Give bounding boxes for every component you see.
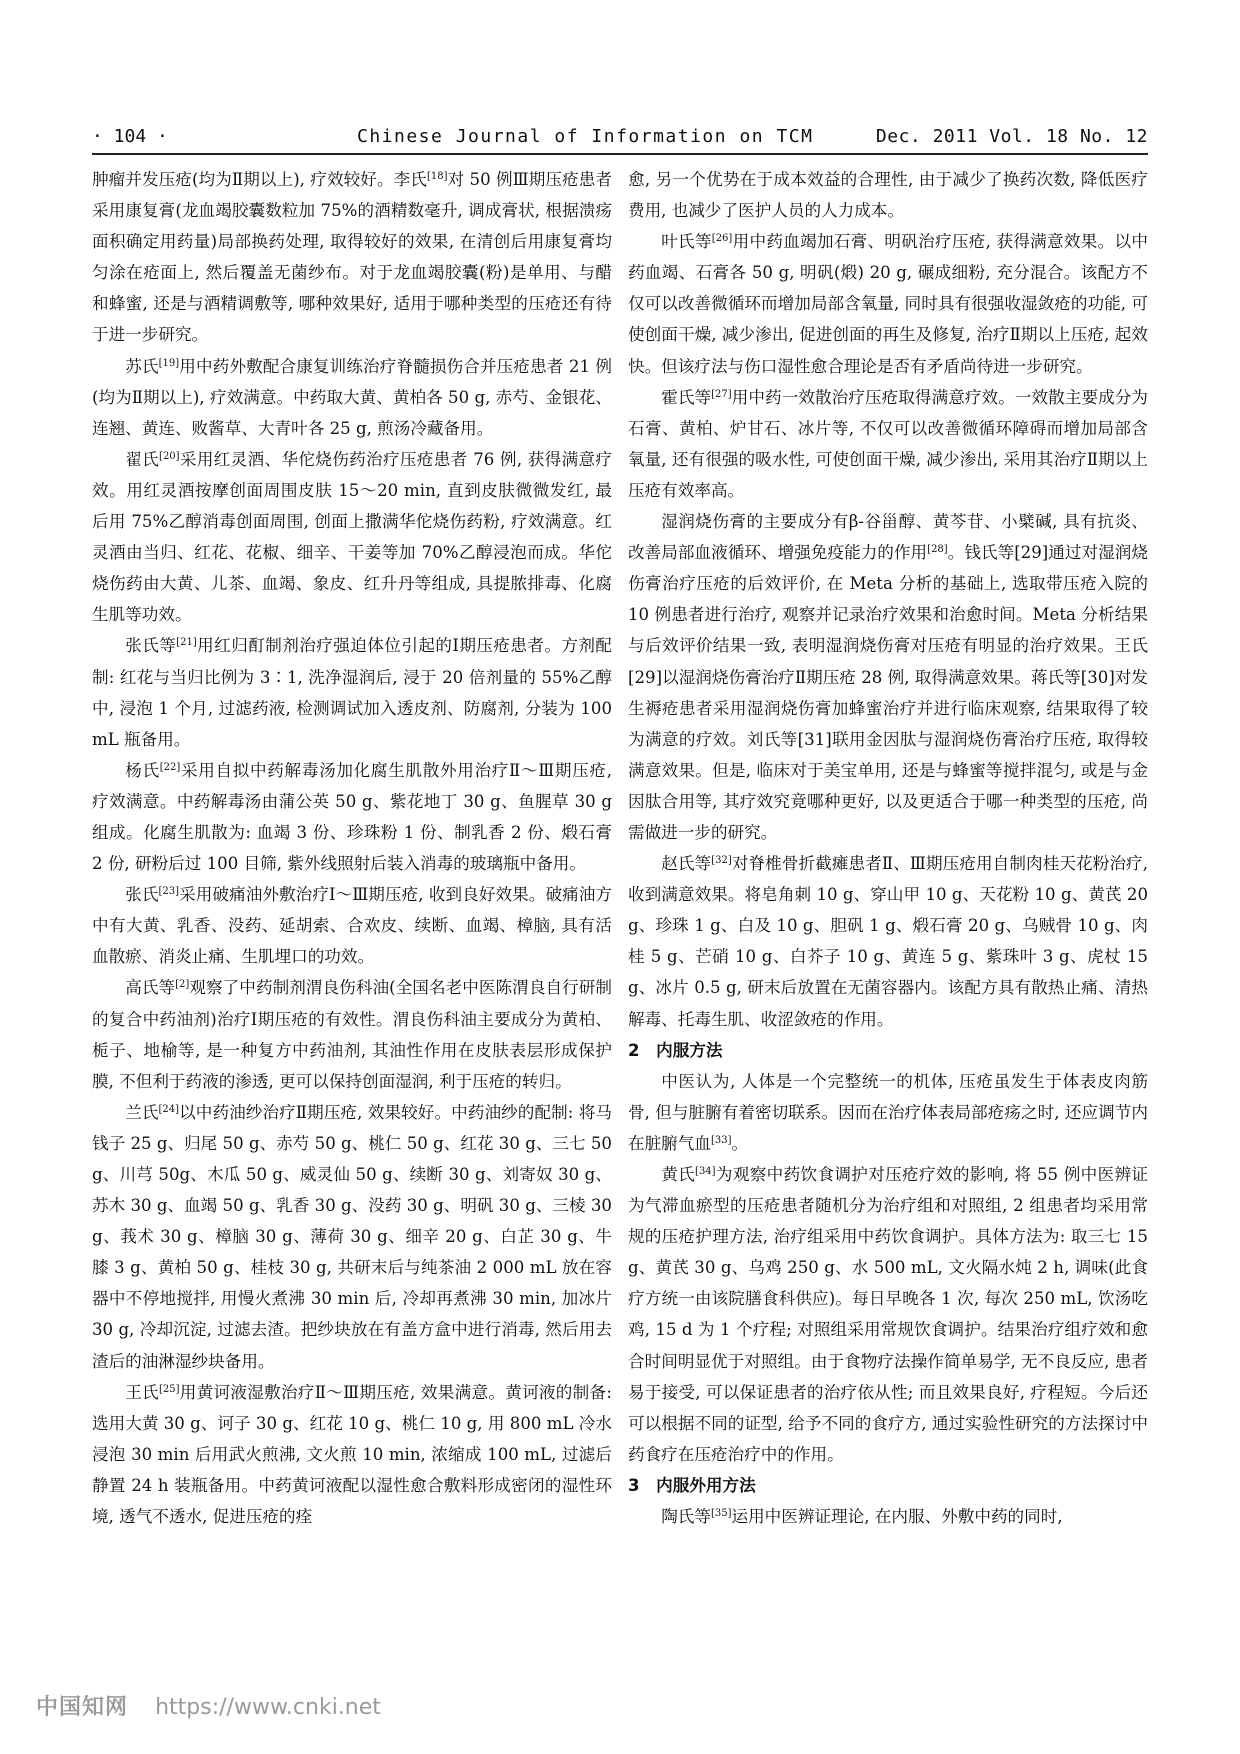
citation-ref: [32] [711,855,732,867]
cnki-logo: 中国知网 [36,1695,129,1720]
paragraph [92,444,612,631]
paragraph [628,164,1148,226]
paragraph-text: 霍氏等 [661,387,712,407]
paragraph-text: 观察了中药制剂渭良伤科油(全国名老中医陈渭良自行研制的复合中药油剂)治疗Ⅰ期压疮的有效性。渭良伤科油主要成分为黄柏、栀子、地榆等, 是一种复方中药油剂, 其油性作用在皮肤表层形成保护膜, 不但利于药液的渗透, 更可以保持创面湿润, 利于压疮的转归。 [92,978,612,1091]
paragraph-text: 肿瘤并发压疮(均为Ⅱ期以上), 疗效较好。李氏 [92,170,427,189]
paragraph-text: 张氏等 [125,636,177,656]
paragraph-text: 翟氏 [125,449,160,469]
citation-ref: [33] [710,1134,732,1146]
left-column [92,164,612,1654]
citation-ref: [19] [158,357,180,369]
page-number: · 104 · [92,126,168,147]
paragraph [628,382,1148,506]
paragraph [92,351,612,444]
citation-ref: [35] [710,1508,732,1520]
paragraph-text: 高氏等 [125,978,176,998]
paragraph [92,972,612,1096]
citation-ref: [23] [158,886,180,898]
citation-ref: [25] [158,1383,180,1395]
cnki-url[interactable]: https://www.cnki.net [155,1695,381,1720]
paragraph [628,1066,1148,1159]
paragraph-text: 运用中医辨证理论, 在内服、外敷中药的同时, [731,1507,1063,1527]
paragraph-text: 采用自拟中药解毒汤加化腐生肌散外用治疗Ⅱ～Ⅲ期压疮, 疗效满意。中药解毒汤由蒲公英 50 g、紫花地丁 30 g、鱼腥草 30 g 组成。化腐生肌散为: 血竭 3 份、珍珠粉 1 份、制乳香 2 份、煅石膏 2 份, 研粉后过 100 目筛, 紫外线照射后装入消毒的玻璃瓶中备用。 [92,760,612,874]
paragraph [628,1159,1148,1470]
citation-ref: [24] [158,1103,180,1115]
header-rule [92,153,1148,155]
citation-ref: [28] [927,544,948,556]
citation-ref: [21] [176,637,197,649]
paragraph [92,164,612,351]
citation-ref: [34] [695,1166,716,1177]
paragraph [628,506,1148,848]
right-column [628,164,1148,1654]
paragraph-text: 黄氏 [661,1165,696,1184]
paragraph-text: 以中药油纱治疗Ⅱ期压疮, 效果较好。中药油纱的配制: 将马钱子 25 g、归尾 50 g、赤芍 50 g、桃仁 50 g、红花 30 g、三七 50 g、川芎 50g、木瓜 50 g、威灵仙 50 g、续断 30 g、刘寄奴 30 g、苏木 30 g、血竭 50 g、乳香 30 g、没药 30 g、明矾 30 g、三棱 30 g、莪术 30 g、樟脑 30 g、薄荷 30 g、细辛 20 g、白芷 30 g、牛膝 3 g、黄柏 50 g、桂枝 30 g, 共研末后与纯茶油 2 000 mL 放在容器中不停地搅拌, 用慢火煮沸 30 min 后, 冷却再煮沸 30 min, 加冰片 30 g, 冷却沉淀, 过滤去渣。把纱块放在有盖方盒中进行消毒, 然后用去渣后的油淋湿纱块备用。 [92,1102,612,1371]
paragraph-text: 中医认为, 人体是一个完整统一的机体, 压疮虽发生于体表皮肉筋骨, 但与脏腑有着密切联系。因而在治疗体表局部疮疡之时, 还应调节内在脏腑气血 [628,1071,1148,1153]
paragraph-text: 兰氏 [125,1102,159,1122]
running-header [92,124,1148,154]
paragraph-text: 愈, 另一个优势在于成本效益的合理性, 由于减少了换药次数, 降低医疗费用, 也减少了医护人员的人力成本。 [628,170,1148,221]
citation-ref: [18] [426,171,448,182]
paragraph-text: 张氏 [125,885,159,905]
paragraph-text: 用中药一效散治疗压疮取得满意疗效。一效散主要成分为石膏、黄柏、炉甘石、冰片等, 不仅可以改善微循环障碍而增加局部含氧量, 还有很强的吸水性, 可使创面干燥, 减少渗出, 采用其治疗Ⅱ期以上压疮有效率高。 [628,387,1148,500]
citation-ref: [26] [711,233,733,245]
citation-ref: [20] [159,450,180,462]
paragraph-text: 为观察中药饮食调护对压疮疗效的影响, 将 55 例中医辨证为气滞血瘀型的压疮患者随机分为治疗组和对照组, 2 组患者均采用常规的压疮护理方法, 治疗组采用中药饮食调护。具体方法为: 取三七 15 g、黄芪 30 g、乌鸡 250 g、水 500 mL, 文火隔水炖 2 h, 调味(此食疗方统一由该院膳食科供应)。每日早晚各 1 次, 每次 250 mL, 饮汤吃鸡, 15 d 为 1 个疗程; 对照组采用常规饮食调护。结果治疗组疗效和愈合时间明显优于对照组。由于食物疗法操作简单易学, 无不良反应, 患者易于接受, 可以保证患者的治疗依从性; 而且效果良好, 疗程短。今后还可以根据不同的证型, 给予不同的食疗方, 通过实验性研究的方法探讨中药食疗在压疮治疗中的作用。 [628,1165,1148,1464]
citation-ref: [22] [159,761,181,773]
citation-ref: [2] [175,979,190,991]
paragraph [628,226,1148,381]
paragraph-text: 采用破痛油外敷治疗Ⅰ～Ⅲ期压疮, 收到良好效果。破痛油方中有大黄、乳香、没药、延胡索、合欢皮、续断、血竭、樟脑, 具有活血散瘀、消炎止痛、生肌埋口的功效。 [92,885,612,967]
paragraph [92,1377,612,1532]
section-heading: 3 内服外用方法 [628,1475,756,1495]
paragraph-text: 。钱氏等[29]通过对湿润烧伤膏治疗压疮的后效评价, 在 Meta 分析的基础上, 选取带压疮入院的 10 例患者进行治疗, 观察并记录治疗效果和治愈时间。Meta 分析结果与后效评价结果一致, 表明湿润烧伤膏对压疮有明显的治疗效果。王氏[29]以湿润烧伤膏治疗Ⅱ期压疮 28 例, 取得满意效果。蒋氏等[30]对发生褥疮患者采用湿润烧伤膏加蜂蜜治疗并进行临床观察, 结果取得了较为满意的疗效。刘氏等[31]联用金因肽与湿润烧伤膏治疗压疮, 取得较满意效果。但是, 临床对于美宝单用, 还是与蜂蜜等搅拌混匀, 或是与金因肽合用等, 其疗效究竟哪种更好, 以及更适合于哪一种类型的压疮, 尚需做进一步的研究。 [628,543,1148,842]
paragraph-text: 对 50 例Ⅲ期压疮患者采用康复膏(龙血竭胶囊数粒加 75%的酒精数毫升, 调成膏状, 根据溃疡面积确定用药量)局部换药处理, 取得较好的效果, 在清创后用康复膏均匀涂在疮面上, 然后覆盖无菌纱布。对于龙血竭胶囊(粉)是单用、与醋和蜂蜜, 还是与酒精调敷等, 哪种效果好, 适用于哪种类型的压疮还有待于进一步研究。 [92,170,612,345]
paragraph-text: 苏氏 [125,356,159,376]
paragraph [92,1097,612,1377]
paragraph-text: 王氏 [125,1382,159,1402]
citation-ref: [27] [711,388,732,400]
paragraph-text: 用中药血竭加石膏、明矾治疗压疮, 获得满意效果。以中药血竭、石膏各 50 g, 明矾(煅) 20 g, 碾成细粉, 充分混合。该配方不仅可以改善微循环而增加局部含氧量, 同时具有很强收湿敛疮的功能, 可使创面干燥, 减少渗出, 促进创面的再生及修复, 治疗Ⅱ期以上压疮, 起效快。但该疗法与伤口湿性愈合理论是否有矛盾尚待进一步研究。 [628,232,1148,376]
page-footer [36,1690,381,1730]
issue-info: Dec. 2011 Vol. 18 No. 12 [875,126,1148,147]
paragraph-text: 用红归酊制剂治疗强迫体位引起的Ⅰ期压疮患者。方剂配制: 红花与当归比例为 3∶1, 洗净湿润后, 浸于 20 倍剂量的 55%乙醇中, 浸泡 1 个月, 过滤药液, 检测调试加入透皮剂、防腐剂, 分装为 100 mL 瓶备用。 [92,636,612,749]
paragraph-text: 用黄诃液湿敷治疗Ⅱ～Ⅲ期压疮, 效果满意。黄诃液的制备: 选用大黄 30 g、诃子 30 g、红花 10 g、桃仁 10 g, 用 800 mL 冷水浸泡 30 min 后用武火煎沸, 文火煎 10 min, 浓缩成 100 mL, 过滤后静置 24 h 装瓶备用。中药黄诃液配以湿性愈合敷料形成密闭的湿性环境, 透气不透水, 促进压疮的痊 [92,1382,612,1527]
paragraph [628,848,1148,1035]
paragraph [92,879,612,972]
paragraph-text: 湿润烧伤膏的主要成分有β-谷甾醇、黄芩苷、小檗碱, 具有抗炎、改善局部血液循环、增强免疫能力的作用 [628,512,1148,563]
paragraph [628,1501,1148,1532]
paragraph-text: 对脊椎骨折截瘫患者Ⅱ、Ⅲ期压疮用自制肉桂天花粉治疗, 收到满意效果。将皂角刺 10 g、穿山甲 10 g、天花粉 10 g、黄芪 20 g、珍珠 1 g、白及 10 g、胆矾 1 g、煅石膏 20 g、乌贼骨 10 g、肉桂 5 g、芒硝 10 g、白芥子 10 g、黄连 5 g、紫珠叶 3 g、虎杖 15 g、冰片 0.5 g, 研末后放置在无菌容器内。该配方具有散热止痛、清热解毒、托毒生肌、收涩敛疮的作用。 [628,854,1148,1029]
journal-name: Chinese Journal of Information on TCM [357,126,814,147]
paragraph-text: 。 [731,1133,749,1153]
paragraph-text: 陶氏等 [661,1507,711,1527]
paragraph-text: 叶氏等 [661,232,712,252]
section-heading: 2 内服方法 [628,1040,723,1060]
paragraph [92,755,612,879]
paragraph [92,630,612,754]
paragraph-text: 采用红灵酒、华佗烧伤药治疗压疮患者 76 例, 获得满意疗效。用红灵酒按摩创面周围皮肤 15～20 min, 直到皮肤微微发红, 最后用 75%乙醇消毒创面周围, 创面上撒满华佗烧伤药粉, 疗效满意。红灵酒由当归、红花、花椒、细辛、干姜等加 70%乙醇浸泡而成。华佗烧伤药由大黄、儿茶、血竭、象皮、红升丹等组成, 具提脓排毒、化腐生肌等功效。 [92,449,612,625]
paragraph-text: 赵氏等 [661,854,712,874]
paragraph-text: 用中药外敷配合康复训练治疗脊髓损伤合并压疮患者 21 例(均为Ⅱ期以上), 疗效满意。中药取大黄、黄柏各 50 g, 赤芍、金银花、连翘、黄连、败酱草、大青叶各 25 g, 煎汤冷藏备用。 [92,356,612,438]
paragraph-text: 杨氏 [125,760,160,780]
